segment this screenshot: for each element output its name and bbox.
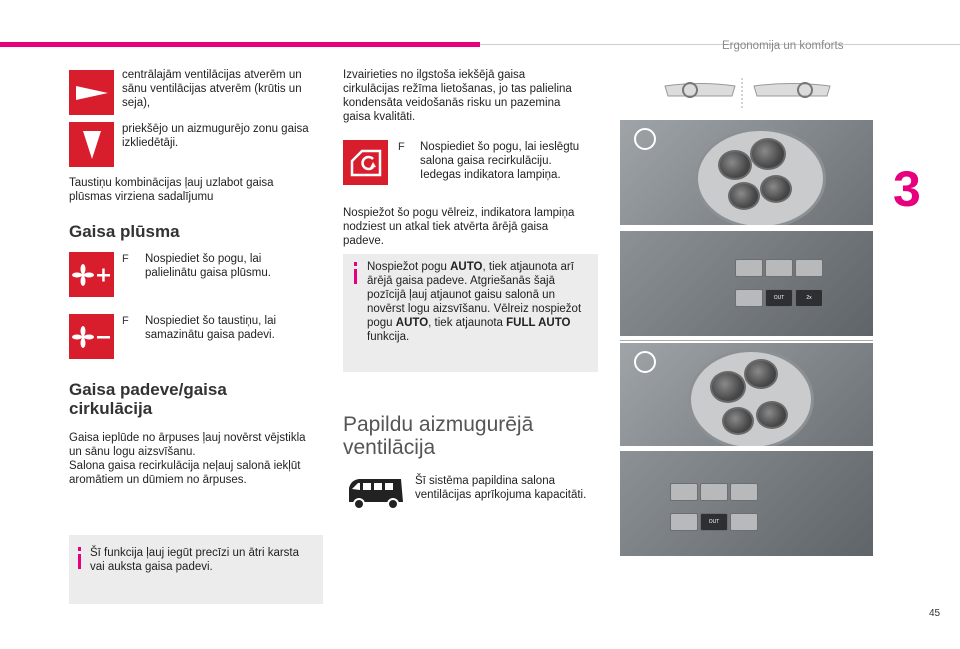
bullet-glyph: F	[122, 253, 129, 265]
airflow-minus-text: Nospiediet šo taustiņu, lai samazinātu gaisa padevi.	[145, 315, 277, 341]
note-left-text: Šī funkcija ļauj iegūt precīzi un ātri karsta vai auksta gaisa padevi.	[90, 547, 300, 573]
rear-vent-text: Šī sistēma papildina salona ventilācijas aprīkojuma kapacitāti.	[415, 475, 587, 501]
panel-button[interactable]	[735, 259, 763, 277]
accent-bar	[0, 42, 480, 47]
fan-plus-icon	[69, 252, 114, 297]
rear-vent-heading-line2: ventilācija	[343, 436, 436, 459]
panel-button[interactable]	[670, 483, 698, 501]
bullet-glyph: F	[122, 315, 129, 327]
vent-diffuser-text: priekšējo un aizmugurējo zonu gaisa izkliedētāji.	[122, 123, 309, 149]
panel-2x-button[interactable]: 2x	[795, 289, 823, 307]
recirc-paragraph-2: Salona gaisa recirkulācija neļauj salonā iekļūt aromātiem un dūmiem no ārpuses.	[69, 460, 301, 486]
info-icon	[354, 262, 357, 284]
note-middle-text: Nospiežot pogu AUTO, tiek atjaunota arī ārējā gaisa padeve. Atgriešanās šajā pozīcijā ļauj atjaunot gaisu salonā un novērst logu aizsvīšanu. Vēlreiz nospiežot pogu AUTO, tiek atjaunota FULL AUTO funkcija.	[367, 261, 582, 343]
control-panel-photo-1	[620, 231, 873, 336]
middle-paragraph-2: Nospiežot šo pogu vēlreiz, indikatora lampiņa nodziest un atkal tiek atvērta ārējā gaisa padeve.	[343, 207, 575, 247]
panel-button[interactable]	[735, 289, 763, 307]
chapter-number: 3	[893, 161, 921, 217]
steering-wheel-front-icon	[634, 128, 656, 150]
panel-button[interactable]	[730, 483, 758, 501]
control-panel-photo-2	[620, 451, 873, 556]
vent-diffuser-icon	[69, 122, 114, 167]
recirculation-icon	[343, 140, 388, 185]
dashboard-vents-photo	[620, 120, 873, 225]
panel-button[interactable]	[795, 259, 823, 277]
steering-wheel-rear-icon	[634, 351, 656, 373]
panel-out-button[interactable]: OUT	[700, 513, 728, 531]
page-number: 45	[929, 608, 941, 619]
rear-vent-heading-line1: Papildu aizmugurējā	[343, 413, 534, 436]
van-icon	[343, 474, 407, 514]
panel-button[interactable]	[700, 483, 728, 501]
recirc-heading-line2: cirkulācija	[69, 399, 153, 418]
intro-text: Taustiņu kombinācijas ļauj uzlabot gaisa plūsmas virziena sadalījumu	[69, 177, 274, 203]
fan-minus-icon	[69, 314, 114, 359]
front-seat-diagram	[660, 78, 870, 108]
vent-face-text: centrālajām ventilācijas atverēm un sānu ventilācijas atverēm (krūtis un seja),	[122, 69, 302, 109]
panel-button[interactable]	[670, 513, 698, 531]
panel-button[interactable]	[765, 259, 793, 277]
header-rule	[480, 44, 960, 45]
section-title: Ergonomija un komforts	[722, 40, 844, 52]
bullet-glyph: F	[398, 141, 405, 153]
panel-out-button[interactable]: OUT	[765, 289, 793, 307]
airflow-plus-text: Nospiediet šo pogu, lai palielinātu gaisa plūsmu.	[145, 253, 271, 279]
rear-vents-photo	[620, 343, 873, 446]
recirc-button-text: Nospiediet šo pogu, lai ieslēgtu salona gaisa recirkulāciju. Iedegas indikatora lampiņa.	[420, 141, 580, 181]
recirc-heading-line1: Gaisa padeve/gaisa	[69, 380, 227, 399]
airflow-heading: Gaisa plūsma	[69, 222, 180, 241]
panel-button[interactable]	[730, 513, 758, 531]
vent-face-icon	[69, 70, 114, 115]
middle-paragraph-1: Izvairieties no ilgstoša iekšējā gaisa cirkulācijas režīma lietošanas, jo tas palielina kondensāta veidošanās risku un pazemina gaisa kvalitāti.	[343, 69, 572, 123]
divider-line	[620, 340, 873, 341]
recirc-paragraph-1: Gaisa ieplūde no ārpuses ļauj novērst vējstikla un sānu logu aizsvīšanu.	[69, 432, 306, 458]
info-icon	[78, 547, 81, 569]
